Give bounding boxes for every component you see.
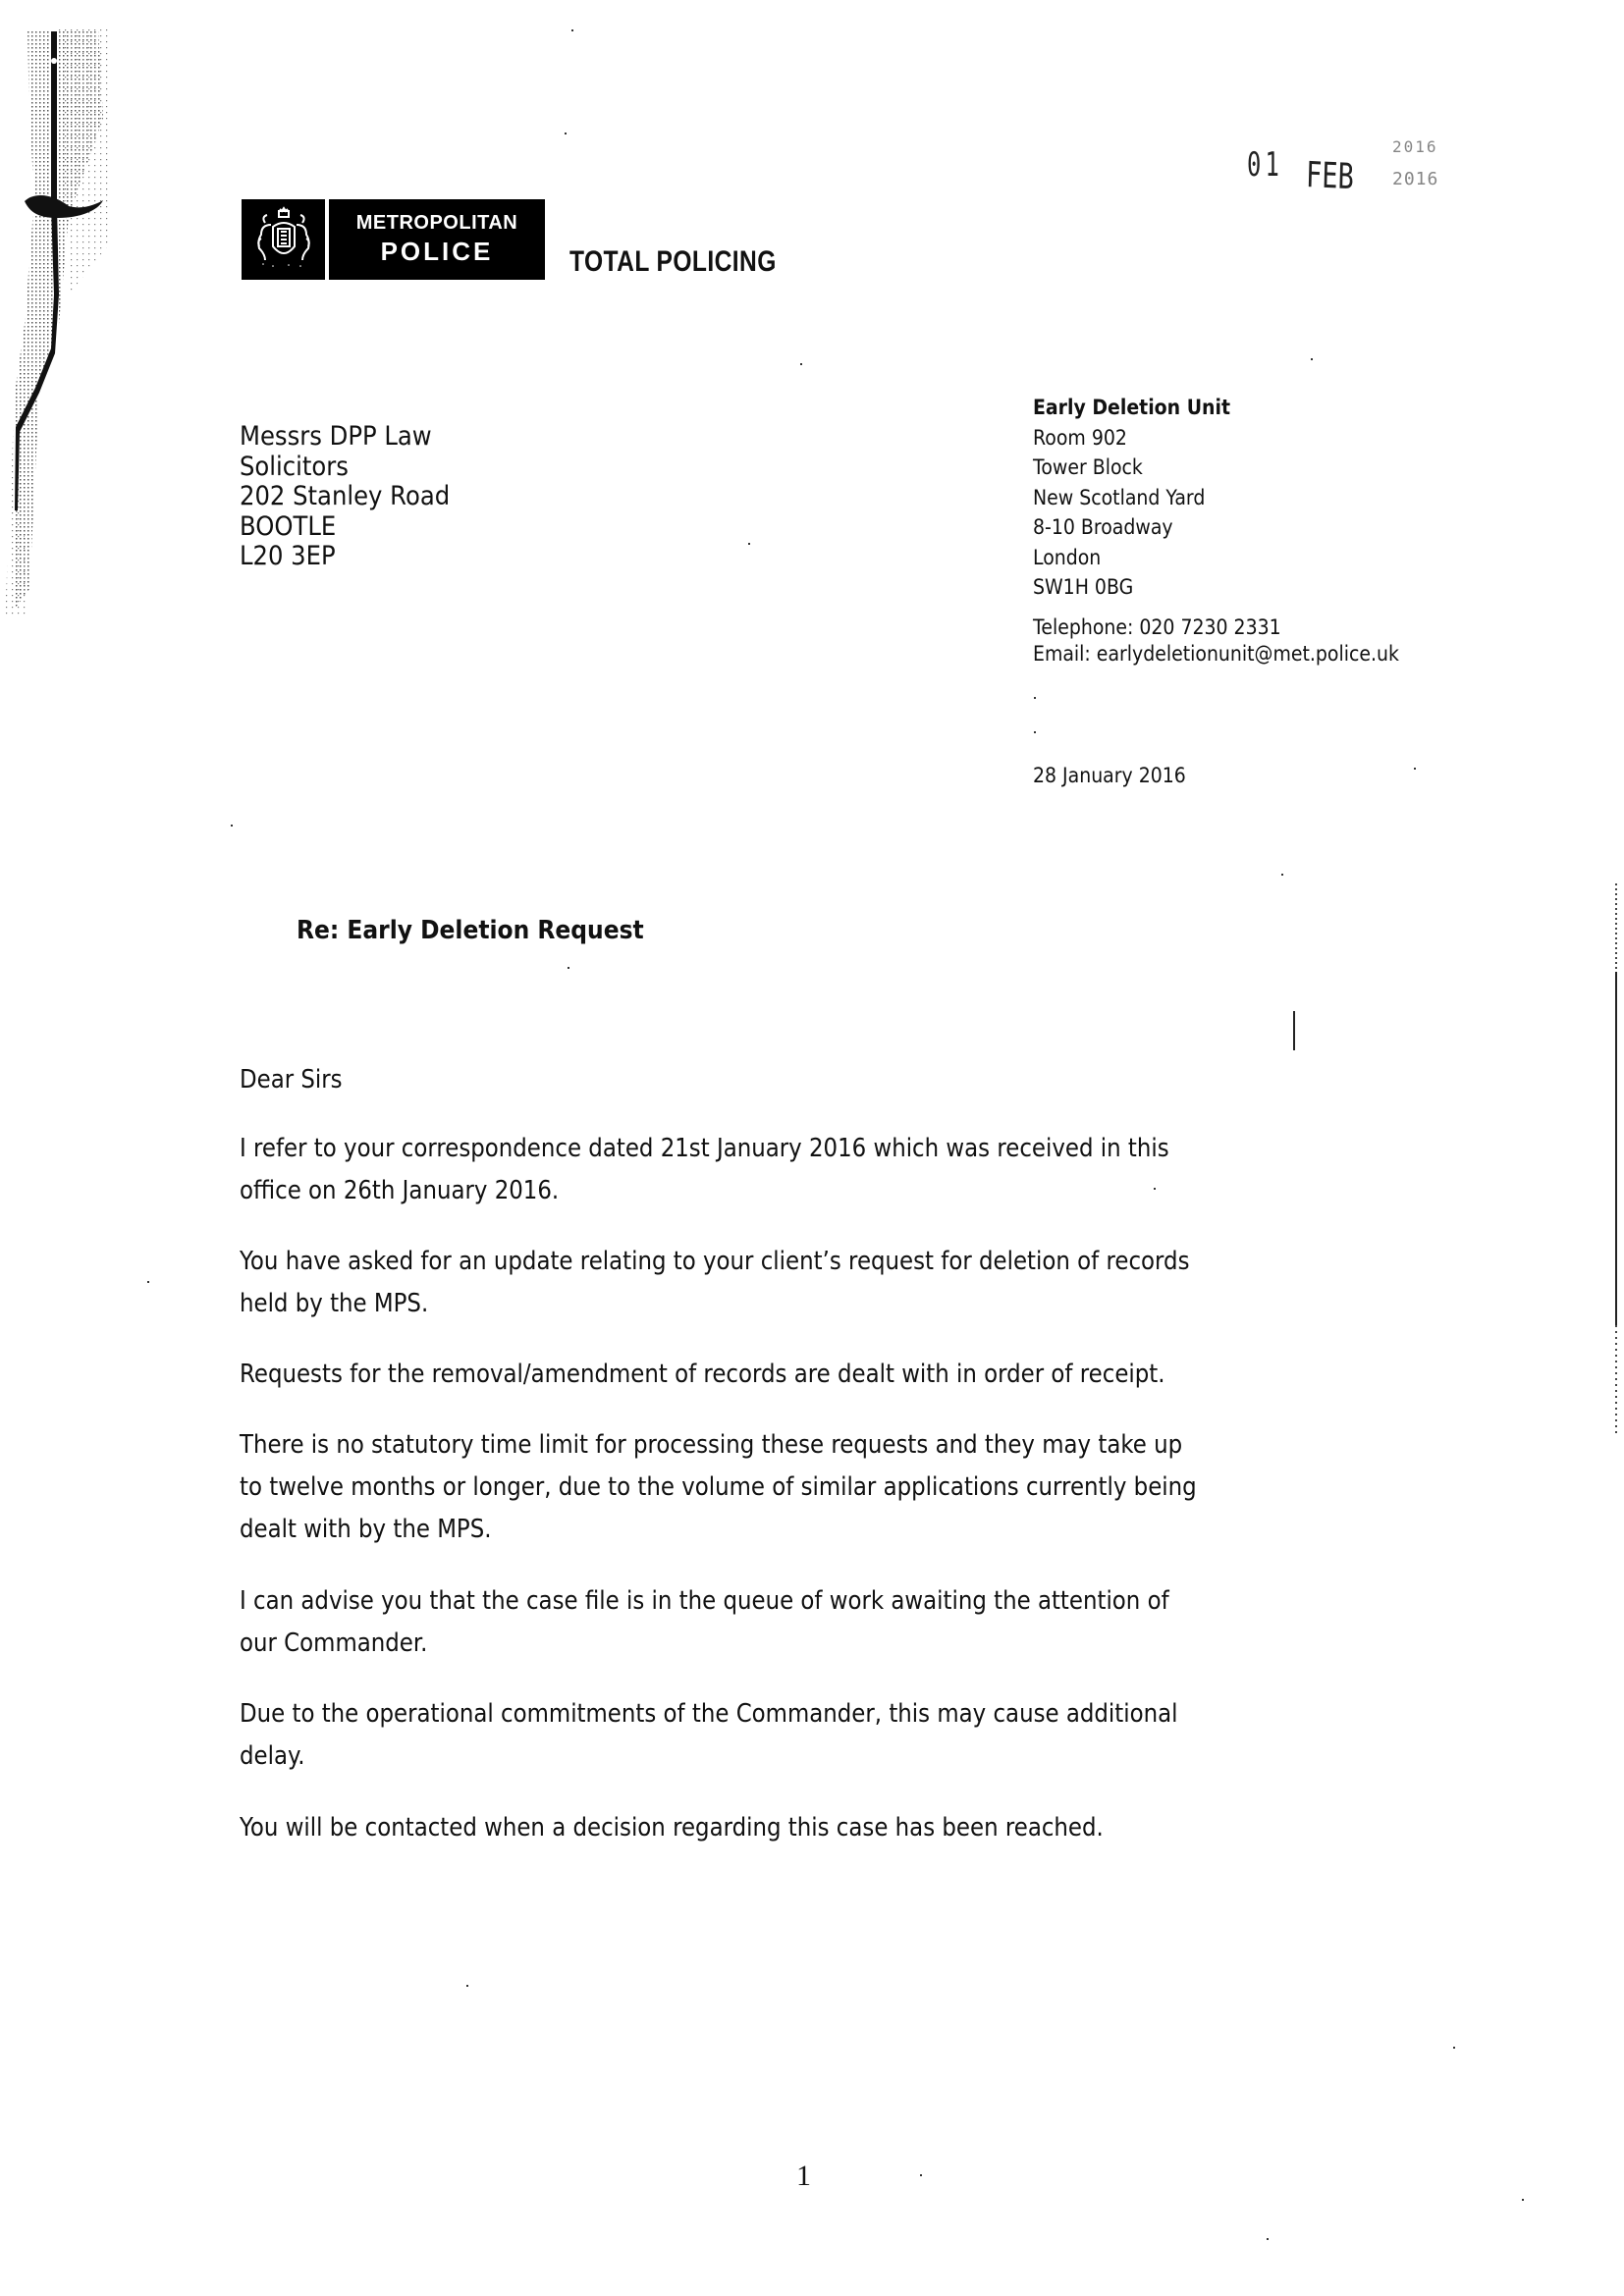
received-date-stamp [1247, 137, 1502, 216]
scan-edge-shadow [0, 0, 108, 628]
sender-unit: Early Deletion Unit [1033, 396, 1231, 419]
body-paragraph [240, 1241, 1597, 1325]
logo-wordmark [329, 199, 545, 280]
sender-address-line: Room 902 [1033, 425, 1127, 450]
logo-line2: POLICE [380, 237, 494, 266]
sender-address-line: SW1H 0BG [1033, 575, 1134, 599]
sender-address-line: New Scotland Yard [1033, 485, 1206, 509]
scan-speck [1034, 731, 1036, 733]
scan-speck [1034, 697, 1036, 699]
recipient-line: L20 3EP [240, 541, 336, 571]
scan-speck [568, 967, 569, 969]
stamp-day: 01 [1247, 145, 1284, 185]
body-paragraph [240, 1424, 1597, 1551]
scan-speck [1522, 2199, 1524, 2201]
scan-speck [1311, 358, 1313, 360]
paragraph-line: I refer to your correspondence dated 21st January 2016 which was received in this [240, 1134, 1169, 1163]
letter-date: 28 January 2016 [1033, 764, 1186, 787]
body-paragraph [240, 1807, 1597, 1849]
crest-box [242, 199, 325, 280]
met-police-logo [242, 199, 545, 280]
scan-speck [800, 363, 802, 365]
paragraph-line: delay. [240, 1741, 305, 1771]
scan-speck [1267, 2238, 1269, 2240]
sender-email: Email: earlydeletionunit@met.police.uk [1033, 642, 1399, 666]
scan-edge-line [1615, 1325, 1617, 1433]
logo-line1: METROPOLITAN [355, 212, 518, 234]
recipient-address [240, 422, 450, 572]
paragraph-line: Due to the operational commitments of the Commander, this may cause additional [240, 1699, 1178, 1729]
paragraph-line: I can advise you that the case file is in the queue of work awaiting the attention of [240, 1586, 1169, 1616]
scan-mark [1293, 1011, 1295, 1050]
scan-speck [1414, 768, 1416, 770]
scan-speck [466, 1985, 468, 1987]
body-paragraph [240, 1128, 1597, 1212]
scan-edge-line [1615, 883, 1617, 972]
scan-speck [1154, 1188, 1156, 1190]
paragraph-line: You will be contacted when a decision regarding this case has been reached. [240, 1813, 1104, 1842]
recipient-line: Solicitors [240, 451, 349, 482]
scan-speck [565, 133, 567, 134]
scan-speck [748, 543, 750, 545]
page-number: 1 [796, 2160, 811, 2192]
spacer [1033, 603, 1399, 613]
scan-speck [1281, 874, 1283, 876]
tagline: TOTAL POLICING [569, 245, 777, 278]
paragraph-line: held by the MPS. [240, 1289, 429, 1318]
recipient-line: 202 Stanley Road [240, 481, 451, 511]
body-paragraph [240, 1580, 1597, 1665]
paragraph-line: dealt with by the MPS. [240, 1515, 492, 1544]
sender-address [1033, 393, 1399, 666]
stamp-month: FEB [1305, 155, 1355, 198]
scan-speck [147, 1281, 149, 1283]
paragraph-line: to twelve months or longer, due to the volume of similar applications currently being [240, 1472, 1197, 1502]
paragraph-line: There is no statutory time limit for processing these requests and they may take up [240, 1430, 1183, 1460]
royal-crest-icon [249, 205, 318, 274]
scan-speck [920, 2174, 922, 2176]
body-paragraph [240, 1354, 1597, 1396]
sender-telephone: Telephone: 020 7230 2331 [1033, 614, 1281, 639]
stamp-year-faded: 2016 [1392, 169, 1439, 189]
body-paragraph [240, 1693, 1597, 1778]
recipient-line: BOOTLE [240, 510, 337, 542]
scan-speck [1453, 2047, 1455, 2049]
paragraph-line: office on 26th January 2016. [240, 1176, 560, 1205]
sender-address-line: London [1033, 545, 1102, 569]
stamp-year-faded: 2016 [1392, 137, 1438, 156]
recipient-line: Messrs DPP Law [240, 421, 432, 452]
paragraph-line: Requests for the removal/amendment of records are dealt with in order of receipt. [240, 1360, 1165, 1389]
sender-address-line: Tower Block [1033, 455, 1143, 479]
sender-address-line: 8-10 Broadway [1033, 515, 1173, 539]
paragraph-line: our Commander. [240, 1629, 428, 1658]
scan-edge-line [1615, 972, 1617, 1325]
scan-speck [571, 29, 573, 31]
scan-speck [231, 825, 233, 827]
subject-line: Re: Early Deletion Request [297, 916, 644, 945]
salutation: Dear Sirs [240, 1065, 343, 1095]
paragraph-line: You have asked for an update relating to your client’s request for deletion of records [240, 1247, 1190, 1276]
